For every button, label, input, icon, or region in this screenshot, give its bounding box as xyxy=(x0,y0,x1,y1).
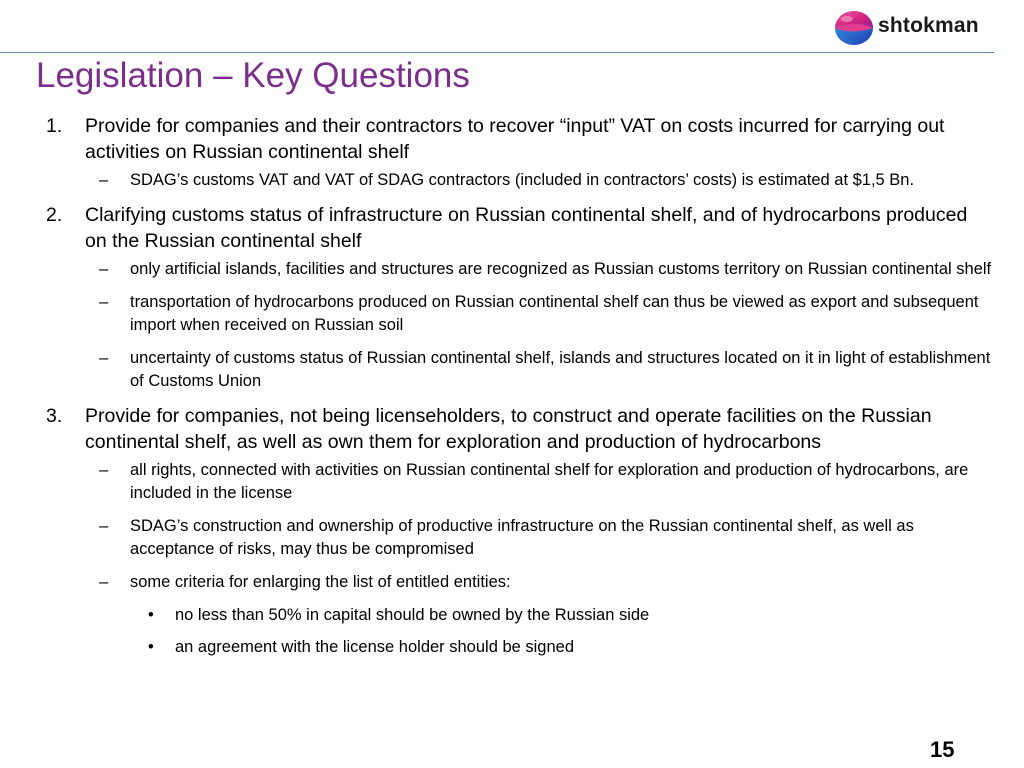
dash-marker: – xyxy=(99,260,109,278)
numbered-item-2 xyxy=(44,202,994,254)
dash-marker: – xyxy=(99,171,109,189)
sub-item xyxy=(44,347,994,393)
item-number: 3. xyxy=(46,405,63,427)
logo-wordmark: shtokman xyxy=(878,14,979,37)
sub-item-text: transportation of hydrocarbons produced on Russian continental shelf can thus be viewed as export and subsequent import when received on Russian soil xyxy=(130,293,979,334)
item-text: Provide for companies and their contractors to recover “input” VAT on costs incurred for carrying out activities on Russian continental shelf xyxy=(85,115,945,163)
item-number: 2. xyxy=(46,204,63,226)
sub-item-text: all rights, connected with activities on Russian continental shelf for exploration and production of hydrocarbons, are included in the license xyxy=(130,461,969,502)
page-number: 15 xyxy=(930,737,955,762)
slide-body xyxy=(44,113,994,668)
sub-item-text: SDAG’s customs VAT and VAT of SDAG contractors (included in contractors’ costs) is estimated at $1,5 Bn. xyxy=(130,171,915,189)
numbered-item-3 xyxy=(44,403,994,455)
item-text: Clarifying customs status of infrastructure on Russian continental shelf, and of hydrocarbons produced on the Russian continental shelf xyxy=(85,204,968,252)
sub-item xyxy=(44,571,994,594)
sub-item-text: uncertainty of customs status of Russian continental shelf, islands and structures located on it in light of establishment of Customs Union xyxy=(130,349,991,390)
dash-marker: – xyxy=(99,517,109,535)
sub-item xyxy=(44,169,994,192)
bullet-item-text: an agreement with the license holder should be signed xyxy=(175,638,575,656)
sub-item-text: SDAG’s construction and ownership of productive infrastructure on the Russian continental shelf, as well as acceptance of risks, may thus be compromised xyxy=(130,517,914,558)
dash-marker: – xyxy=(99,461,109,479)
dash-marker: – xyxy=(99,349,109,367)
dash-marker: – xyxy=(99,293,109,311)
sub-item xyxy=(44,291,994,337)
numbered-item-1 xyxy=(44,113,994,165)
sub-item xyxy=(44,258,994,281)
dash-marker: – xyxy=(99,573,109,591)
bullet-item-text: no less than 50% in capital should be owned by the Russian side xyxy=(175,606,650,624)
sub-item-text: only artificial islands, facilities and structures are recognized as Russian customs territory on Russian continental shelf xyxy=(130,260,992,278)
bullet-item xyxy=(44,604,994,627)
shtokman-sphere-icon xyxy=(832,8,876,48)
sub-item xyxy=(44,515,994,561)
bullet-marker: • xyxy=(148,638,154,656)
sub-item-text: some criteria for enlarging the list of entitled entities: xyxy=(130,573,511,591)
shtokman-logo xyxy=(832,8,998,48)
slide-title: Legislation – Key Questions xyxy=(36,56,470,95)
header-divider xyxy=(0,52,994,53)
bullet-item xyxy=(44,636,994,659)
bullet-marker: • xyxy=(148,606,154,624)
item-text: Provide for companies, not being licenseholders, to construct and operate facilities on the Russian continental shelf, as well as own them for exploration and production of hydrocarbons xyxy=(85,405,932,453)
sub-item xyxy=(44,459,994,505)
item-number: 1. xyxy=(46,115,63,137)
